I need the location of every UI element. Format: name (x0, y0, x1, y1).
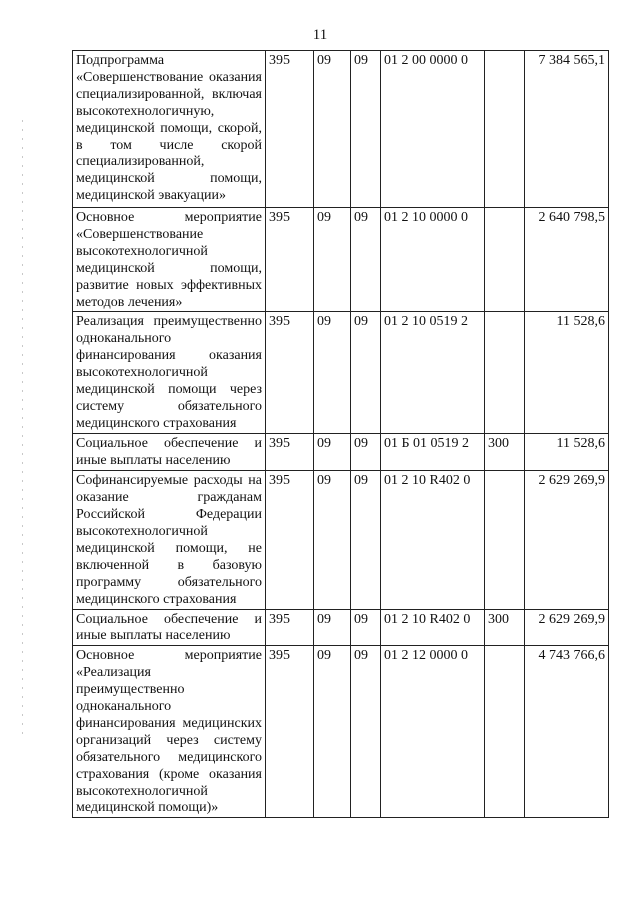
amount: 4 743 766,6 (525, 646, 609, 818)
table-row (73, 609, 609, 646)
target-article: 01 Б 01 0519 2 (381, 434, 485, 471)
subsection-code: 09 (351, 312, 381, 434)
amount: 7 384 565,1 (525, 51, 609, 208)
subsection-code: 09 (351, 51, 381, 208)
budget-table (72, 50, 609, 818)
row-name: Основное мероприятие «Совершенствование высокотехнологичной медицинской помощи, развитие новых эффективных методов лечения» (73, 208, 266, 312)
table-row (73, 646, 609, 818)
amount: 2 629 269,9 (525, 609, 609, 646)
scan-margin-mark (22, 120, 23, 740)
subsection-code: 09 (351, 646, 381, 818)
row-name: Социальное обеспечение и иные выплаты населению (73, 434, 266, 471)
target-article: 01 2 10 0519 2 (381, 312, 485, 434)
section-code: 09 (314, 609, 351, 646)
subsection-code: 09 (351, 434, 381, 471)
expense-type (485, 51, 525, 208)
target-article: 01 2 10 R402 0 (381, 471, 485, 609)
row-name: Социальное обеспечение и иные выплаты населению (73, 609, 266, 646)
ministry-code: 395 (266, 609, 314, 646)
amount: 2 640 798,5 (525, 208, 609, 312)
expense-type (485, 471, 525, 609)
expense-type (485, 312, 525, 434)
section-code: 09 (314, 312, 351, 434)
ministry-code: 395 (266, 208, 314, 312)
table-row (73, 208, 609, 312)
ministry-code: 395 (266, 646, 314, 818)
ministry-code: 395 (266, 51, 314, 208)
amount: 11 528,6 (525, 312, 609, 434)
table-row (73, 434, 609, 471)
amount: 11 528,6 (525, 434, 609, 471)
table-row (73, 471, 609, 609)
section-code: 09 (314, 434, 351, 471)
row-name: Основное мероприятие «Реализация преимущественно одноканального финансирования медицинских организаций через систему обязательного медицинского страхования (кроме оказания высокотехнологичной медицинской помощи)» (73, 646, 266, 818)
ministry-code: 395 (266, 434, 314, 471)
subsection-code: 09 (351, 208, 381, 312)
ministry-code: 395 (266, 312, 314, 434)
target-article: 01 2 12 0000 0 (381, 646, 485, 818)
table-row (73, 51, 609, 208)
page-number: 11 (312, 27, 328, 43)
target-article: 01 2 10 0000 0 (381, 208, 485, 312)
amount: 2 629 269,9 (525, 471, 609, 609)
section-code: 09 (314, 646, 351, 818)
expense-type: 300 (485, 609, 525, 646)
row-name: Подпрограмма «Совершенствование оказания специализированной, включая высокотехнологичную, медицинской помощи, скорой, в том числе скорой специализированной, медицинской помощи, медицинской эвакуации» (73, 51, 266, 208)
ministry-code: 395 (266, 471, 314, 609)
row-name: Реализация преимущественно одноканального финансирования оказания высокотехнологичной медицинской помощи через систему обязательного медицинского страхования (73, 312, 266, 434)
expense-type (485, 646, 525, 818)
subsection-code: 09 (351, 471, 381, 609)
section-code: 09 (314, 51, 351, 208)
target-article: 01 2 10 R402 0 (381, 609, 485, 646)
expense-type (485, 208, 525, 312)
expense-type: 300 (485, 434, 525, 471)
section-code: 09 (314, 208, 351, 312)
table-row (73, 312, 609, 434)
row-name: Софинансируемые расходы на оказание гражданам Российской Федерации высокотехнологичной медицинской помощи, не включенной в базовую программу обязательного медицинского страхования (73, 471, 266, 609)
section-code: 09 (314, 471, 351, 609)
target-article: 01 2 00 0000 0 (381, 51, 485, 208)
subsection-code: 09 (351, 609, 381, 646)
